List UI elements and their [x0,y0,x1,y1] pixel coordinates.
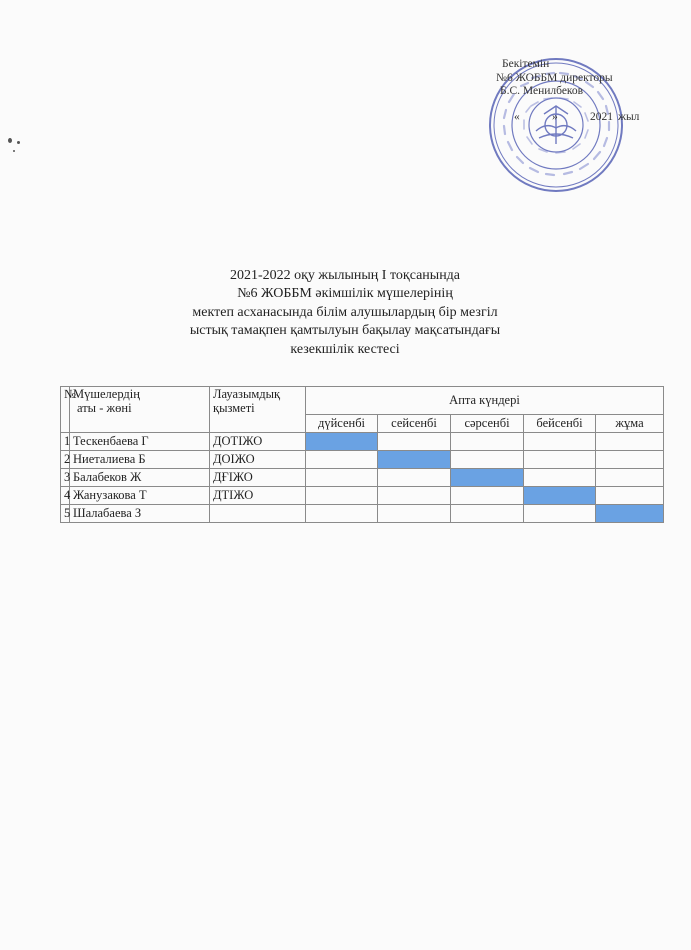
approval-date-open-quote: « [514,110,520,123]
scan-speck [8,138,12,143]
title-line-5: кезекшілік кестесі [290,341,400,357]
approval-block [490,58,680,123]
header-day-tuesday: сейсенбі [378,415,451,433]
table-row [61,469,664,487]
member-position: ДОІЖО [210,451,306,469]
row-number: 2 [61,451,70,469]
table-row [61,433,664,451]
duty-cell-friday [596,451,664,469]
header-position [210,387,306,433]
header-day-monday: дүйсенбі [306,415,378,433]
header-week-days: Апта күндері [306,387,664,415]
member-name: Балабеков Ж [70,469,210,487]
title-line-4: ыстық тамақпен қамтылуын бақылау мақсатындағы [189,323,501,339]
table-row [61,451,664,469]
header-day-wednesday: сәрсенбі [451,415,524,433]
duty-cell-thursday [524,469,596,487]
approval-heading: Бекітемін [502,58,550,70]
approval-director-name: Б.С. Менилбеков [500,85,584,97]
duty-cell-monday [306,505,378,523]
table-row [61,505,664,523]
duty-cell-wednesday [451,505,524,523]
approval-date-suffix: жыл [618,110,640,123]
header-name-line-2: аты - жөні [77,401,132,415]
member-position [210,505,306,523]
duty-cell-tuesday [378,487,451,505]
header-day-thursday: бейсенбі [524,415,596,433]
duty-cell-tuesday [378,451,451,469]
member-name: Ниеталиева Б [70,451,210,469]
header-position-line-2: қызметі [213,401,255,415]
title-line-1: 2021-2022 оқу жылының I тоқсанында [229,268,461,283]
header-name-line-1: Мүшелердің [73,387,140,401]
duty-cell-tuesday [378,433,451,451]
row-number: 5 [61,505,70,523]
member-name: Тескенбаева Г [70,433,210,451]
title-line-2: №6 ЖОББМ әкімшілік мүшелерінің [237,286,453,302]
duty-cell-friday [596,487,664,505]
duty-cell-monday [306,469,378,487]
document-title [150,267,540,359]
row-number: 4 [61,487,70,505]
member-position: ДҒІЖО [210,469,306,487]
member-position: ДТІЖО [210,487,306,505]
duty-cell-thursday [524,451,596,469]
duty-schedule-table [60,386,664,523]
duty-cell-wednesday [451,487,524,505]
duty-cell-tuesday [378,469,451,487]
row-number: 3 [61,469,70,487]
header-number: № [61,387,70,433]
member-position: ДОТІЖО [210,433,306,451]
duty-cell-thursday [524,505,596,523]
duty-cell-thursday [524,433,596,451]
header-name [70,387,210,433]
duty-cell-monday [306,433,378,451]
duty-cell-wednesday [451,469,524,487]
duty-cell-tuesday [378,505,451,523]
approval-date-close-quote: » [552,110,558,123]
duty-cell-friday [596,433,664,451]
duty-cell-wednesday [451,433,524,451]
duty-cell-friday [596,505,664,523]
row-number: 1 [61,433,70,451]
member-name: Шалабаева З [70,505,210,523]
scan-speck [13,150,15,152]
duty-cell-friday [596,469,664,487]
header-position-line-1: Лауазымдық [213,387,281,401]
duty-cell-monday [306,487,378,505]
approval-date-year: 2021 [590,110,613,123]
duty-cell-wednesday [451,451,524,469]
table-row [61,487,664,505]
table-header-row [61,387,664,415]
scan-speck [17,141,20,144]
header-day-friday: жұма [596,415,664,433]
approval-director-title: №6 ЖОББМ директоры [496,71,613,84]
title-line-3: мектеп асханасында білім алушылардың бір мезгіл [192,304,498,320]
member-name: Жанузакова Т [70,487,210,505]
duty-cell-monday [306,451,378,469]
duty-cell-thursday [524,487,596,505]
